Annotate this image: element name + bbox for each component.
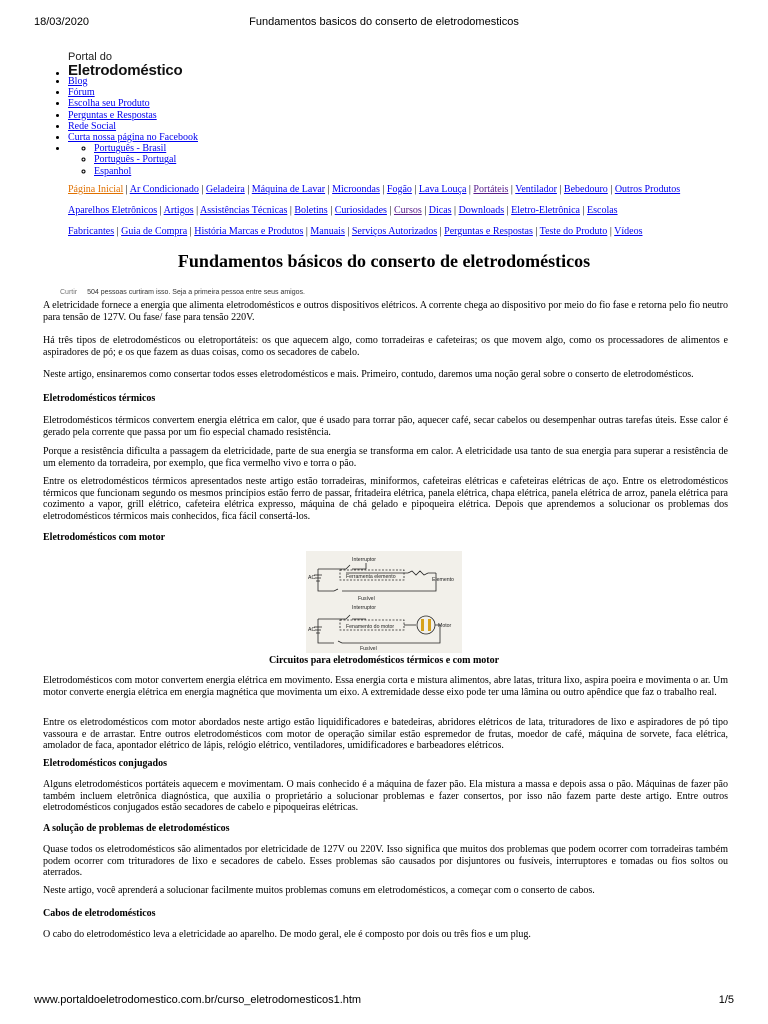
label-fusivel-top: Fusível <box>358 596 375 602</box>
menu-link[interactable]: Lava Louça <box>418 184 467 195</box>
nav-link-forum[interactable]: Fórum <box>68 87 95 99</box>
label-elemento: Elemento <box>432 577 454 583</box>
menu-link[interactable]: Teste do Produto <box>539 226 608 237</box>
menu-link[interactable]: Cursos <box>393 205 422 216</box>
lang-link-es[interactable]: Espanhol <box>94 165 132 177</box>
menu-separator: | <box>325 184 333 195</box>
menu-separator: | <box>580 205 588 216</box>
nav-item-forum <box>68 87 198 98</box>
logo-line-2: Eletrodoméstico <box>68 62 183 79</box>
menu-link[interactable]: Microondas <box>332 184 380 195</box>
menu-separator: | <box>437 226 445 237</box>
menu-row-2 <box>68 205 708 217</box>
language-item <box>94 154 198 165</box>
menu-link[interactable]: Aparelhos Eletrônicos <box>68 205 158 216</box>
print-date: 18/03/2020 <box>34 16 90 28</box>
paragraph: Há três tipos de eletrodomésticos ou eletroportáteis: os que aquecem algo, como torradeiras e cafeteiras; os que movem algo, como os processadores de alimentos e aspiradores de pó; e os que fazem as duas coisas, como os secadores de cabelo. <box>43 335 728 358</box>
menu-separator: | <box>451 205 459 216</box>
nav-link-rede-social[interactable]: Rede Social <box>68 120 117 132</box>
label-fusivel-bottom: Fusível <box>360 646 377 652</box>
menu-link[interactable]: Ar Condicionado <box>129 184 199 195</box>
lang-link-pt-br[interactable]: Português - Brasil <box>94 143 167 155</box>
page-number: 1/5 <box>718 994 734 1006</box>
print-footer <box>34 994 734 1008</box>
language-item <box>94 166 198 177</box>
label-ac-top: AC <box>308 575 316 581</box>
nav-item-rede-social <box>68 121 198 132</box>
menu-separator: | <box>508 184 516 195</box>
menu-link[interactable]: Máquina de Lavar <box>251 184 326 195</box>
menu-separator: | <box>287 205 295 216</box>
nav-link-escolha[interactable]: Escolha seu Produto <box>68 98 150 110</box>
menu-link[interactable]: Fabricantes <box>68 226 115 237</box>
section-heading: Eletrodomésticos com motor <box>43 532 166 543</box>
label-ferramenta-elemento: Ferramenta elemento <box>346 574 396 580</box>
nav-logo-bullet <box>68 68 198 76</box>
menu-row-1 <box>68 184 708 196</box>
menu-separator: | <box>157 205 164 216</box>
menu-separator: | <box>187 226 195 237</box>
paragraph: Alguns eletrodomésticos portáteis aquecem e movimentam. O mais conhecido é a máquina de fazer pão. Ela mistura a massa e depois assa o pão. Máquinas de fazer pão também incluem eletrônica diagnóstica, que auxilia o proprietário a solucionar problemas e fazer consertos, por isso não fazem parte deste artigo. Entre outros eletrodomésticos conjugados estão secadores de cabelo e pipoqueiras elétricas. <box>43 779 728 813</box>
menu-separator: | <box>607 184 615 195</box>
page-title: Fundamentos básicos do conserto de eletrodomésticos <box>177 251 591 271</box>
menu-link[interactable]: Portáteis <box>473 184 509 195</box>
print-url: www.portaldoeletrodomestico.com.br/curso_eletrodomesticos1.htm <box>34 994 362 1006</box>
menu-link[interactable]: Artigos <box>163 205 194 216</box>
nav-link-blog[interactable]: Blog <box>68 76 88 87</box>
nav-link-facebook[interactable]: Curta nossa página no Facebook <box>68 132 198 144</box>
menu-separator: | <box>114 226 122 237</box>
section-heading: Cabos de eletrodomésticos <box>43 908 156 919</box>
section-heading: Eletrodomésticos térmicos <box>43 393 156 404</box>
menu-link[interactable]: Geladeira <box>205 184 245 195</box>
nav-item-languages <box>68 143 198 177</box>
lang-link-pt-pt[interactable]: Português - Portugal <box>94 154 177 166</box>
menu-link[interactable]: Dicas <box>428 205 452 216</box>
menu-link[interactable]: Boletins <box>294 205 328 216</box>
logo-line-1: Portal do <box>68 51 113 63</box>
nav-item-blog <box>68 76 198 87</box>
menu-link[interactable]: Bebedouro <box>563 184 608 195</box>
menu-separator: | <box>123 184 130 195</box>
section-heading: A solução de problemas de eletrodomésticos <box>43 823 230 834</box>
label-motor: Motor <box>438 623 452 629</box>
paragraph: Eletrodomésticos térmicos convertem energia elétrica em calor, que é usado para torrar pão, aquecer café, secar cabelos ou desempenhar outras tarefas úteis. Esse calor é gerado pela corrente que passa por um fio especial chamado resistência. <box>43 415 728 438</box>
menu-separator: | <box>344 226 352 237</box>
menu-separator: | <box>327 205 335 216</box>
menu-link[interactable]: Perguntas e Respostas <box>444 226 533 237</box>
menu-separator: | <box>386 205 394 216</box>
label-ac-bottom: AC <box>308 627 316 633</box>
like-button[interactable]: Curtir <box>60 289 78 296</box>
nav-item-facebook <box>68 132 198 143</box>
menu-link[interactable]: Manuais <box>310 226 345 237</box>
menu-link[interactable]: Vídeos <box>614 226 643 237</box>
nav-item-perguntas <box>68 110 198 121</box>
menu-separator: | <box>379 184 387 195</box>
like-bar <box>60 289 305 296</box>
menu-link[interactable]: Página Inicial <box>68 184 124 195</box>
nav-link-perguntas[interactable]: Perguntas e Respostas <box>68 109 157 121</box>
nav-item-escolha <box>68 98 198 109</box>
menu-link[interactable]: História Marcas e Produtos <box>194 226 304 237</box>
paragraph: Quase todos os eletrodomésticos são alimentados por eletricidade de 127V ou 220V. Isso significa que muitos dos problemas que podem ocorrer com torradeiras também podem ocorrer com trituradores de lixo e secadores de cabelo. Esses problemas são causados por disjuntores ou fusíveis, interruptores e tomadas ou fios soltos ou aterrados. <box>43 844 728 878</box>
menu-separator: | <box>244 184 252 195</box>
menu-link[interactable]: Assistências Técnicas <box>200 205 288 216</box>
paragraph: Eletrodomésticos com motor convertem energia elétrica em movimento. Essa energia corta e mistura alimentos, abre latas, tritura lixo, aspira poeira e movimenta o ar. Um motor converte energia elétrica em energia magnética que movimenta um eixo. A extremidade desse eixo pode ter uma lâmina ou outro apêndice que faz o trabalho real. <box>43 675 728 698</box>
menu-link[interactable]: Outros Produtos <box>614 184 681 195</box>
paragraph: Neste artigo, ensinaremos como consertar todos esses eletrodomésticos e mais. Primeiro, contudo, daremos uma noção geral sobre o conserto de eletrodomésticos. <box>43 369 694 380</box>
paragraph: Entre os eletrodomésticos térmicos apresentados neste artigo estão torradeiras, miniformos, cafeteiras elétricas e cafeteiras elétricas de aço. Entre os eletrodomésticos térmicos que funcionam segundo os mesmos princípios estão ferro de passar, fritadeira elétrica, panela elétrica, chapa elétrica, panela elétrica de arroz, panela elétrica para cozimento a vapor, grill elétrico, cafeteira elétrica expresso, máquina de chá gelado e pipoqueira elétrica. Depois que aprendemos a solucionar os problemas dos eletrodomésticos térmicos mais conhecidos, fica fácil consertá-los. <box>43 476 728 522</box>
language-list <box>68 143 198 177</box>
menu-link[interactable]: Curiosidades <box>334 205 387 216</box>
menu-link[interactable]: Guia de Compra <box>121 226 188 237</box>
paragraph: Entre os eletrodomésticos com motor abordados neste artigo estão liquidificadores e batedeiras, abridores elétricos de lata, trituradores de lixo e aspiradores de pó tipo vassoura e de arrastar. Entre outros eletrodomésticos com motor de operação similar estão espremedor de frutas, moedor de café, máquina de sorvete, faca elétrica, amolador de faca, apontador elétrico de lápis, relógio elétrico, ventiladores, umidificadores e barbeadores elétricos. <box>43 717 728 751</box>
circuit-diagram <box>306 551 462 653</box>
paragraph: O cabo do eletrodoméstico leva a eletricidade ao aparelho. De modo geral, ele é composto por dois ou três fios e um plug. <box>43 929 531 940</box>
figure-caption: Circuitos para eletrodomésticos térmicos e com motor <box>268 655 500 666</box>
menu-link[interactable]: Eletro-Eletrônica <box>511 205 580 216</box>
menu-link[interactable]: Escolas <box>587 205 618 216</box>
menu-row-3 <box>68 226 708 238</box>
menu-separator: | <box>532 226 540 237</box>
paragraph: A eletricidade fornece a energia que alimenta eletrodomésticos e outros dispositivos elétricos. A corrente chega ao dispositivo por meio do fio fase e retorna pelo fio neutro para tensão de 127V. Ou fase/ fase para tensão 220V. <box>43 300 728 323</box>
section-heading: Eletrodomésticos conjugados <box>43 758 167 769</box>
menu-link[interactable]: Fogão <box>386 184 412 195</box>
menu-link[interactable]: Downloads <box>458 205 505 216</box>
menu-separator: | <box>466 184 474 195</box>
language-item <box>94 143 198 154</box>
paragraph: Porque a resistência dificulta a passagem da eletricidade, parte de sua energia se transforma em calor. A eletricidade usa tanto de sua energia para superar a resistência de um elemento da torradeira, por exemplo, que fica vermelho vivo e torra o pão. <box>43 446 728 469</box>
label-ferramenta-motor: Fenamento do motor <box>346 624 395 630</box>
print-title: Fundamentos basicos do conserto de eletrodomesticos <box>249 16 519 28</box>
paragraph: Neste artigo, você aprenderá a solucionar facilmente muitos problemas comuns em eletrodomésticos, a começar com o conserto de cabos. <box>43 885 595 896</box>
menu-separator: | <box>193 205 201 216</box>
menu-separator: | <box>421 205 429 216</box>
menu-separator: | <box>607 226 615 237</box>
top-nav-list <box>48 68 198 177</box>
menu-separator: | <box>556 184 564 195</box>
label-interruptor-top: Interruptor <box>352 557 376 563</box>
menu-separator: | <box>303 226 311 237</box>
like-count-text: 504 pessoas curtiram isso. Seja a primeira pessoa entre seus amigos. <box>87 289 305 296</box>
print-header <box>34 16 734 30</box>
label-interruptor-bottom: Interruptor <box>352 605 376 611</box>
menu-separator: | <box>198 184 206 195</box>
menu-separator: | <box>504 205 512 216</box>
menu-link[interactable]: Serviços Autorizados <box>351 226 438 237</box>
circuit-diagram-svg <box>306 551 462 653</box>
menu-separator: | <box>411 184 419 195</box>
menu-link[interactable]: Ventilador <box>515 184 557 195</box>
